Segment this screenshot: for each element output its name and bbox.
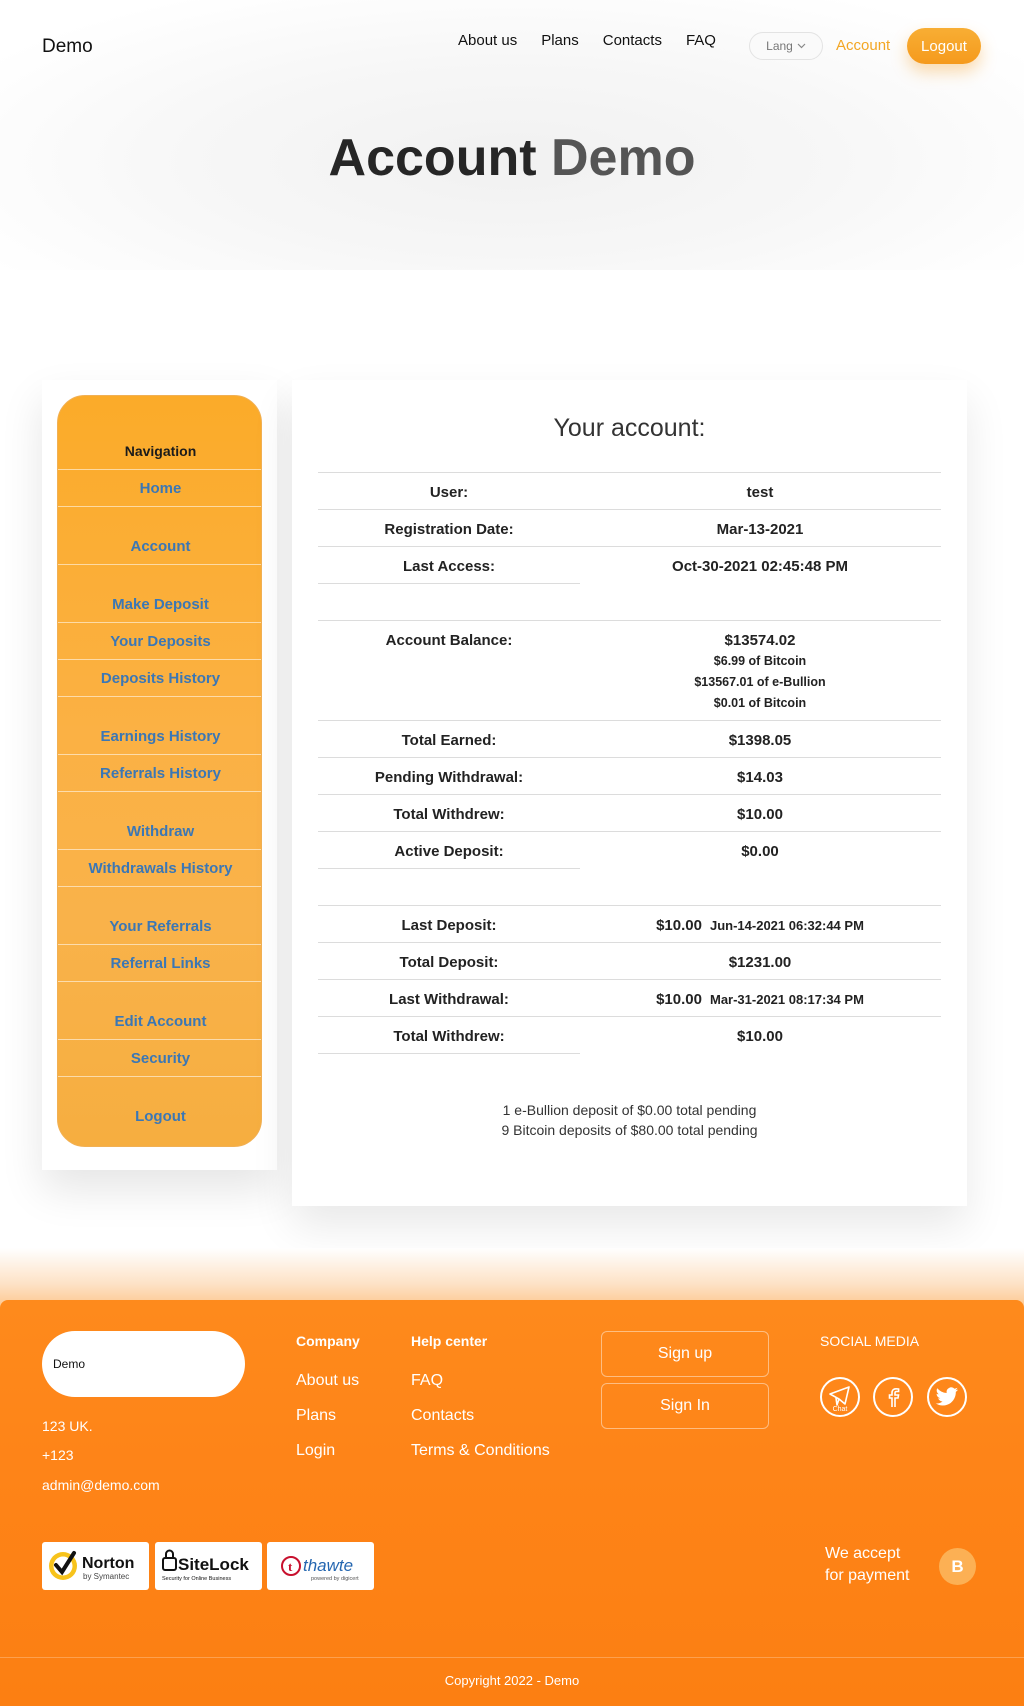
footer-address: 123 UK.: [42, 1418, 93, 1434]
balance-label: Account Balance:: [385, 632, 513, 649]
pending-note-ebullion: 1 e-Bullion deposit of $0.00 total pending: [502, 1102, 757, 1118]
nav-contacts[interactable]: Contacts: [602, 32, 662, 49]
thawte-badge: [267, 1542, 374, 1590]
divider: [58, 1039, 262, 1040]
total-deposit-label: Total Deposit:: [399, 954, 499, 971]
divider: [318, 905, 941, 906]
account-link[interactable]: Account: [836, 37, 891, 54]
divider: [58, 469, 262, 470]
language-label: Lang: [766, 39, 793, 53]
balance-bitcoin-2: $0.01 of Bitcoin: [713, 696, 807, 710]
footer-phone: +123: [42, 1447, 74, 1463]
company-heading: Company: [296, 1333, 360, 1349]
signin-button[interactable]: Sign In: [601, 1383, 769, 1429]
divider: [318, 620, 941, 621]
footer-link-terms[interactable]: Terms & Conditions: [411, 1442, 550, 1459]
total-withdrew-2-value: $10.00: [737, 1028, 783, 1045]
divider: [58, 849, 262, 850]
divider: [318, 831, 941, 832]
nav-plans[interactable]: Plans: [541, 32, 579, 49]
total-withdrew-2-label: Total Withdrew:: [393, 1028, 505, 1045]
payment-note-line2: for payment: [825, 1567, 910, 1584]
registration-label: Registration Date:: [384, 521, 514, 538]
sidebar-item-your-referrals[interactable]: Your Referrals: [109, 918, 212, 935]
footer-link-faq[interactable]: FAQ: [411, 1372, 444, 1389]
page-title-part1: Account: [328, 129, 537, 187]
sidebar-item-make-deposit[interactable]: Make Deposit: [112, 596, 209, 613]
sidebar-item-account[interactable]: Account: [130, 538, 191, 555]
page-title-part2: Demo: [550, 129, 696, 187]
last-withdrawal-label: Last Withdrawal:: [389, 991, 509, 1008]
total-withdrew-label: Total Withdrew:: [393, 806, 505, 823]
svg-text:SiteLock: SiteLock: [177, 1555, 249, 1574]
sitelock-logo-icon: [158, 1547, 260, 1585]
divider: [318, 757, 941, 758]
divider: [58, 754, 262, 755]
footer-link-contacts[interactable]: Contacts: [411, 1407, 475, 1424]
total-earned-value: $1398.05: [728, 732, 792, 749]
divider: [318, 942, 941, 943]
social-heading: SOCIAL MEDIA: [820, 1333, 920, 1349]
signup-button[interactable]: Sign up: [601, 1331, 769, 1377]
registration-value: Mar-13-2021: [716, 521, 804, 538]
footer-logo[interactable]: Demo: [42, 1331, 245, 1397]
bitcoin-icon: B: [939, 1548, 976, 1585]
panel-title: Your account:: [553, 414, 706, 442]
last-deposit-label: Last Deposit:: [401, 917, 497, 934]
divider: [58, 622, 262, 623]
divider: [318, 1053, 580, 1054]
divider: [318, 472, 941, 473]
footer-link-plans[interactable]: Plans: [296, 1407, 337, 1424]
svg-text:by Symantec: by Symantec: [82, 1572, 129, 1581]
divider: [318, 546, 941, 547]
total-withdrew-value: $10.00: [737, 806, 783, 823]
thawte-logo-icon: [271, 1547, 371, 1585]
twitter-icon: [935, 1387, 959, 1407]
user-value: test: [746, 484, 774, 501]
sidebar-item-earnings-history[interactable]: Earnings History: [100, 728, 221, 745]
last-withdrawal-amount: $10.00: [656, 991, 702, 1008]
twitter-button[interactable]: [927, 1377, 967, 1417]
divider: [58, 886, 262, 887]
divider: [58, 696, 262, 697]
norton-logo-icon: [46, 1547, 146, 1585]
sidebar-item-withdraw[interactable]: Withdraw: [126, 823, 195, 840]
user-label: User:: [429, 484, 469, 501]
svg-text:t: t: [287, 1559, 292, 1574]
divider: [58, 659, 262, 660]
last-withdrawal-date: Mar-31-2021 08:17:34 PM: [709, 992, 864, 1007]
svg-text:powered by digicert: powered by digicert: [310, 1576, 359, 1582]
pending-withdrawal-label: Pending Withdrawal:: [374, 769, 524, 786]
account-panel: [292, 380, 967, 1206]
top-nav: [458, 32, 740, 49]
svg-text:Security for Online Business: Security for Online Business: [161, 1576, 231, 1582]
sidebar-item-deposits-history[interactable]: Deposits History: [100, 670, 221, 687]
norton-badge: [42, 1542, 149, 1590]
last-withdrawal-value: [579, 991, 941, 1008]
hero-section: [0, 0, 1024, 270]
divider: [318, 979, 941, 980]
sitelock-badge: [155, 1542, 262, 1590]
footer-email[interactable]: admin@demo.com: [42, 1477, 160, 1493]
active-deposit-value: $0.00: [741, 843, 779, 860]
facebook-button[interactable]: [873, 1377, 913, 1417]
chevron-down-icon: [797, 43, 806, 49]
svg-text:thawte: thawte: [302, 1556, 353, 1575]
help-heading: Help center: [411, 1333, 488, 1349]
divider: [318, 509, 941, 510]
divider: [58, 791, 262, 792]
chat-label: Chat: [832, 1406, 848, 1413]
active-deposit-label: Active Deposit:: [394, 843, 504, 860]
sidebar-item-home[interactable]: Home: [139, 480, 182, 497]
telegram-icon: [822, 1379, 858, 1415]
sidebar-item-edit-account[interactable]: Edit Account: [114, 1013, 207, 1030]
divider: [318, 720, 941, 721]
sidebar-item-referrals-history[interactable]: Referrals History: [100, 765, 221, 782]
footer: [0, 1300, 1024, 1706]
nav-about-us[interactable]: About us: [458, 32, 518, 49]
divider: [318, 794, 941, 795]
last-access-value: Oct-30-2021 02:45:48 PM: [672, 558, 848, 575]
balance-bitcoin: $6.99 of Bitcoin: [713, 654, 807, 668]
divider: [318, 583, 580, 584]
page-title: [0, 128, 1024, 188]
divider: [318, 1016, 941, 1017]
language-select[interactable]: [749, 32, 823, 60]
telegram-chat-button[interactable]: [820, 1377, 860, 1417]
last-deposit-amount: $10.00: [656, 917, 702, 934]
last-deposit-value: [579, 917, 941, 934]
sidebar-item-your-deposits[interactable]: Your Deposits: [110, 633, 211, 650]
divider: [58, 506, 262, 507]
footer-link-about-us[interactable]: About us: [296, 1372, 360, 1389]
payment-note: [825, 1543, 909, 1587]
last-access-label: Last Access:: [403, 558, 495, 575]
last-deposit-date: Jun-14-2021 06:32:44 PM: [709, 918, 864, 933]
divider: [58, 981, 262, 982]
facebook-icon: [883, 1386, 903, 1408]
balance-value: $13574.02: [724, 632, 796, 649]
brand-logo[interactable]: Demo: [42, 36, 93, 57]
divider: [58, 564, 262, 565]
svg-text:Norton: Norton: [81, 1555, 134, 1572]
sidebar-item-logout[interactable]: Logout: [135, 1108, 186, 1125]
sidebar-item-referral-links[interactable]: Referral Links: [110, 955, 211, 972]
sidebar-nav: [57, 395, 262, 1147]
total-deposit-value: $1231.00: [728, 954, 792, 971]
payment-note-line1: We accept: [825, 1545, 901, 1562]
divider: [318, 868, 580, 869]
logout-button[interactable]: Logout: [907, 28, 981, 64]
sidebar-item-security[interactable]: Security: [130, 1050, 191, 1067]
footer-glow: [0, 1248, 1024, 1308]
nav-faq[interactable]: FAQ: [685, 32, 716, 49]
copyright: Copyright 2022 - Demo: [444, 1673, 580, 1688]
sidebar-item-withdrawals-history[interactable]: Withdrawals History: [88, 860, 233, 877]
total-earned-label: Total Earned:: [401, 732, 497, 749]
divider: [58, 944, 262, 945]
footer-link-login[interactable]: Login: [296, 1442, 336, 1459]
footer-divider: [0, 1657, 1024, 1658]
divider: [58, 1076, 262, 1077]
balance-ebullion: $13567.01 of e-Bullion: [694, 675, 826, 689]
pending-withdrawal-value: $14.03: [737, 769, 783, 786]
sidebar-heading: Navigation: [124, 443, 197, 459]
pending-note-bitcoin: 9 Bitcoin deposits of $80.00 total pending: [501, 1122, 758, 1138]
